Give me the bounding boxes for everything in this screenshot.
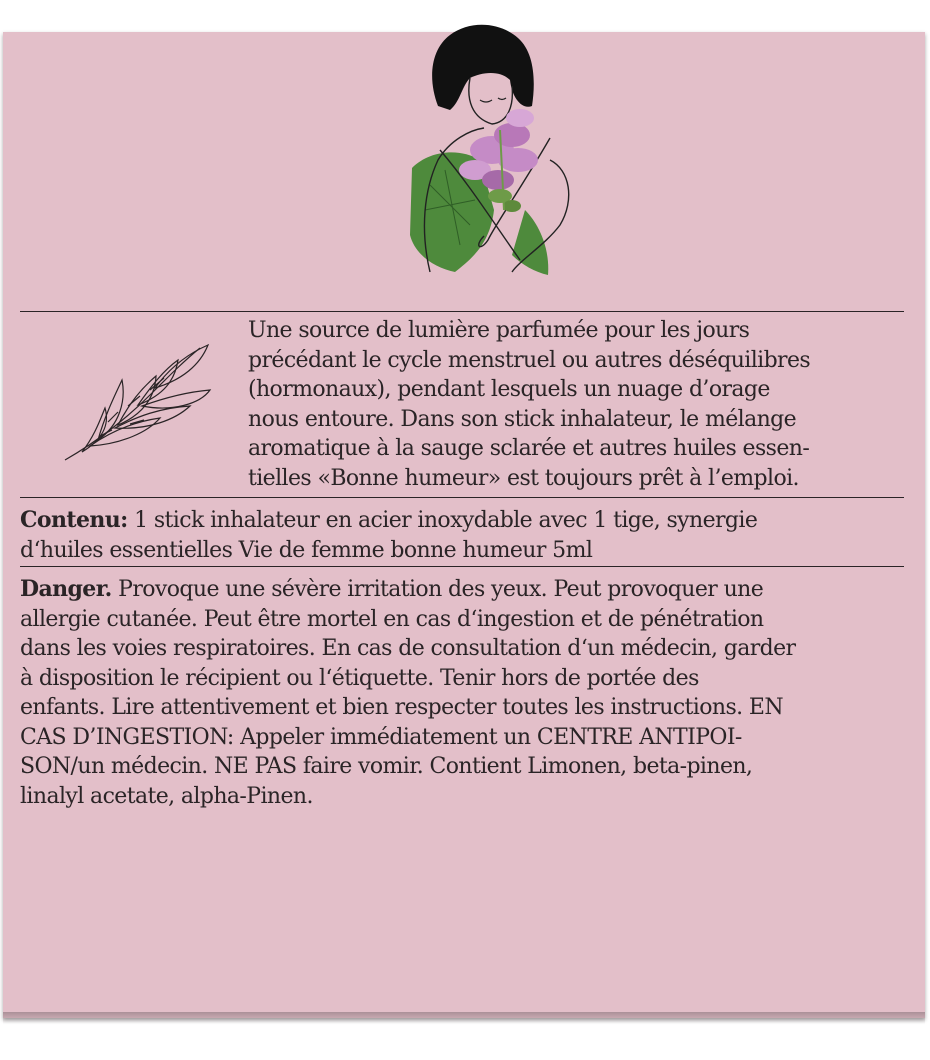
danger-label: Danger. (20, 576, 112, 602)
danger-line: CAS D’INGESTION: Appeler immédiatement un CENTRE ANTIPOI- (20, 724, 742, 750)
card-shadow (3, 1012, 925, 1024)
danger-line: enfants. Lire attentivement et bien respecter toutes les instructions. EN (20, 695, 784, 720)
sage-branch-sketch-icon (60, 340, 225, 470)
contents-text: 1 stick inhalateur en acier inoxydable avec 1 tige, synergie (134, 508, 758, 533)
contents-line: d‘huiles essentielles Vie de femme bonne humeur 5ml (20, 537, 593, 563)
contents-line (20, 506, 900, 536)
intro-line: tielles «Bonne humeur» est toujours prêt à l’emploi. (248, 465, 799, 491)
intro-line: aromatique à la sauge sclarée et autres huiles essen- (248, 436, 810, 461)
divider-bottom (20, 566, 904, 567)
intro-line: nous entoure. Dans son stick inhalateur, le mélange (248, 406, 797, 432)
danger-line: allergie cutanée. Peut être mortel en cas d‘ingestion et de pénétration (20, 606, 764, 632)
intro-line: précédant le cycle menstruel ou autres déséquilibres (248, 347, 811, 373)
divider-middle (20, 497, 904, 498)
woman-hugging-clary-sage-illustration (400, 10, 580, 280)
intro-line: Une source de lumière parfumée pour les jours (248, 318, 750, 343)
danger-line: linalyl acetate, alpha-Pinen. (20, 783, 313, 809)
danger-line: dans les voies respiratoires. En cas de consultation d‘un médecin, garder (20, 636, 796, 661)
intro-paragraph (248, 316, 888, 493)
danger-line (20, 575, 910, 605)
contents-label: Contenu: (20, 507, 128, 533)
danger-line: à disposition le récipient ou l‘étiquette. Tenir hors de portée des (20, 665, 699, 691)
danger-text: Provoque une sévère irritation des yeux. Peut provoquer une (118, 577, 764, 602)
divider-top (20, 311, 904, 312)
intro-line: (hormonaux), pendant lesquels un nuage d’orage (248, 377, 770, 402)
danger-line: SON/un médecin. NE PAS faire vomir. Contient Limonen, beta-pinen, (20, 754, 753, 779)
contents-paragraph (20, 506, 900, 565)
danger-paragraph (20, 575, 910, 811)
